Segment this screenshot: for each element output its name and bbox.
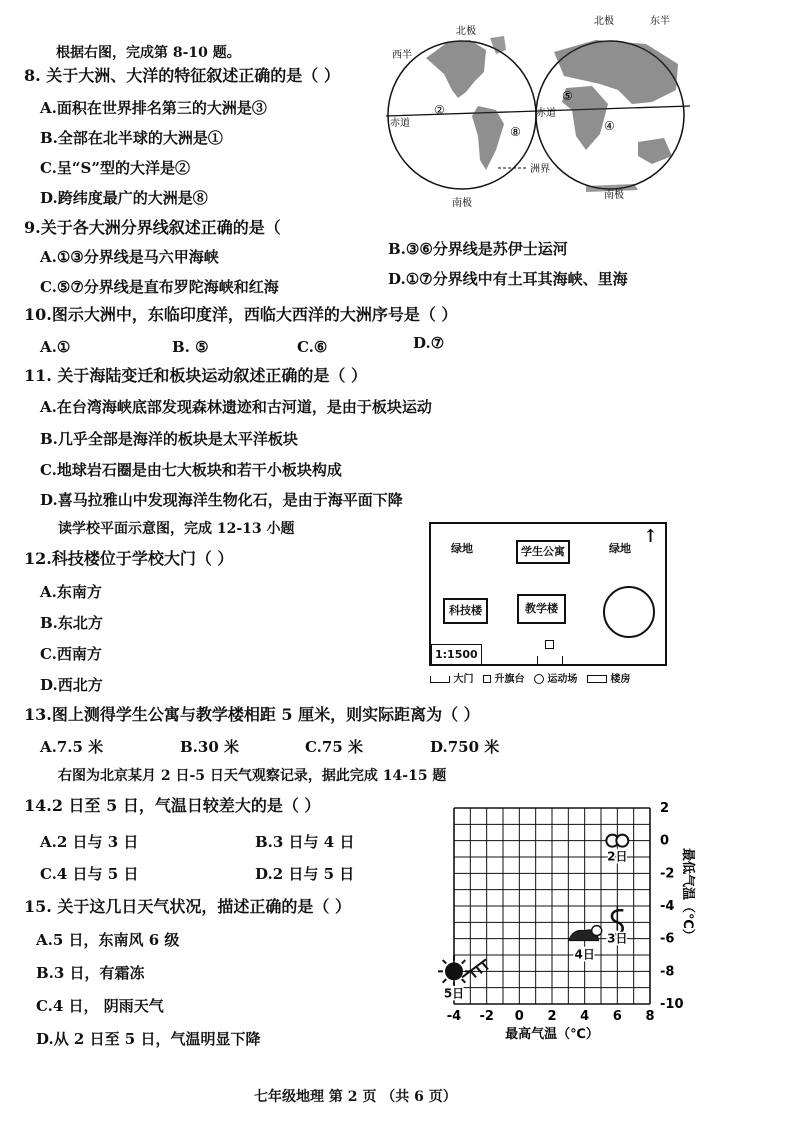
q14-option-b: B.3 日与 4 日: [255, 833, 355, 851]
flagpole-icon: [545, 640, 554, 649]
western-hemisphere-label: 西半: [392, 50, 412, 61]
q10-stem: 10.图示大洲中，东临印度洋，西临大西洋的大洲序号是（ ）: [24, 305, 458, 324]
q9-option-c: C.⑤⑦分界线是直布罗陀海峡和红海: [40, 278, 279, 296]
map-scale: 1:1500: [431, 644, 482, 666]
q15-option-a: A.5 日，东南风 6 级: [36, 931, 180, 949]
world-hemispheres-map: [386, 10, 690, 210]
x-tick-label: -2: [479, 1009, 494, 1024]
q8-option-d: D.跨纬度最广的大洲是⑧: [40, 189, 208, 207]
cloudy-icon: [616, 835, 628, 847]
x-tick-label: -4: [446, 1009, 462, 1024]
q8-stem: 8. 关于大洲、大洋的特征叙述正确的是（ ）: [24, 66, 340, 85]
sun-icon: [443, 960, 447, 964]
continent-number-5: ⑤: [562, 89, 573, 103]
south-pole-label-west: 南极: [452, 198, 472, 209]
sun-icon: [462, 960, 466, 964]
eastern-hemisphere-label: 东半: [650, 16, 670, 27]
q12-option-d: D.西北方: [40, 676, 103, 694]
q9-option-b: B.③⑥分界线是苏伊士运河: [388, 240, 568, 258]
q14-option-d: D.2 日与 5 日: [255, 865, 355, 883]
q13-option-d: D.750 米: [430, 738, 500, 756]
building-legend-label: 楼房: [610, 674, 631, 685]
x-tick-label: 6: [612, 1009, 622, 1024]
q12-option-a: A.东南方: [40, 583, 102, 601]
q11-option-a: A.在台湾海峡底部发现森林遗迹和古河道，是由于板块运动: [40, 398, 432, 416]
q11-option-d: D.喜马拉雅山中发现海洋生物化石，是由于海平面下降: [40, 491, 403, 509]
q13-stem: 13.图上测得学生公寓与教学楼相距 5 厘米，则实际距离为（ ）: [24, 705, 480, 724]
q11-option-b: B.几乎全部是海洋的板块是太平洋板块: [40, 430, 298, 448]
y-tick-label: -4: [660, 899, 675, 914]
green-space-right: 绿地: [609, 542, 631, 555]
q8-option-c: C.呈“S”型的大洋是②: [40, 159, 190, 177]
data-point-label: 2日: [607, 849, 628, 864]
tech-building: 科技楼: [443, 598, 488, 624]
building-legend-icon: [587, 675, 607, 683]
south-america-shape: [472, 106, 504, 170]
x-axis-label: 最高气温（℃）: [505, 1027, 599, 1042]
playground-legend-label: 运动场: [547, 674, 578, 685]
q10-option-b: B. ⑤: [172, 338, 209, 356]
greenland-shape: [490, 36, 506, 54]
continent-boundary-legend: 洲界: [530, 164, 550, 175]
q11-stem: 11. 关于海陆变迁和板块运动叙述正确的是（ ）: [24, 366, 367, 385]
school-gate-icon: [537, 656, 563, 665]
q8-option-b: B.全部在北半球的大洲是①: [40, 129, 223, 147]
sun-icon: [445, 962, 463, 980]
y-tick-label: 2: [660, 801, 670, 816]
q14-option-c: C.4 日与 5 日: [40, 865, 139, 883]
y-tick-label: 0: [660, 833, 670, 849]
teaching-building: 教学楼: [517, 594, 566, 624]
y-tick-label: -8: [660, 964, 675, 980]
q15-option-d: D.从 2 日至 5 日，气温明显下降: [36, 1030, 261, 1048]
equator-label-west: 赤道: [390, 118, 410, 129]
q11-option-c: C.地球岩石圈是由七大板块和若干小板块构成: [40, 461, 342, 479]
north-pole-label-east: 北极: [594, 16, 614, 27]
school-plan-map: [429, 522, 667, 666]
instruction-8-10: 根据右图，完成第 8-10 题。: [56, 45, 241, 61]
instruction-12-13: 读学校平面示意图，完成 12-13 小题: [58, 521, 295, 537]
q12-stem: 12.科技楼位于学校大门（ ）: [24, 549, 234, 568]
q12-option-b: B.东北方: [40, 614, 103, 632]
q9-option-d: D.①⑦分界线中有土耳其海峡、里海: [388, 270, 628, 288]
x-tick-label: 8: [645, 1009, 655, 1024]
page-footer: 七年级地理 第 2 页 （共 6 页）: [254, 1089, 457, 1105]
playground-icon: [603, 586, 655, 638]
q10-option-c: C.⑥: [297, 338, 328, 356]
wind-barb-icon: [476, 966, 482, 973]
q9-option-a: A.①③分界线是马六甲海峡: [40, 248, 219, 266]
gate-legend-icon: [430, 676, 450, 683]
north-america-shape: [426, 40, 486, 98]
sun-icon: [443, 979, 447, 983]
q13-option-b: B.30 米: [180, 738, 239, 756]
north-pole-label-west: 北极: [456, 26, 476, 37]
continent-number-4: ④: [604, 119, 615, 133]
flagpole-legend-icon: [483, 675, 491, 683]
y-tick-label: -2: [660, 866, 675, 882]
equator-label-east: 赤道: [536, 108, 556, 119]
instruction-14-15: 右图为北京某月 2 日-5 日天气观察记录，据此完成 14-15 题: [58, 768, 447, 784]
overcast-icon: [592, 926, 602, 936]
x-tick-label: 0: [514, 1009, 524, 1024]
q10-option-a: A.①: [40, 338, 71, 356]
q10-option-d: D.⑦: [413, 334, 445, 352]
y-axis-label: 最低气温（℃）: [680, 848, 695, 942]
south-pole-label-east: 南极: [604, 190, 624, 201]
data-point-label: 4日: [574, 947, 595, 962]
school-map-legend: [430, 670, 690, 686]
continent-number-2: ②: [434, 103, 445, 117]
north-arrow-icon: ↑: [643, 526, 659, 547]
flagpole-legend-label: 升旗台: [494, 674, 525, 685]
q14-option-a: A.2 日与 3 日: [40, 833, 139, 851]
q12-option-c: C.西南方: [40, 645, 102, 663]
sun-icon: [462, 979, 466, 983]
data-point-label: 5日: [443, 986, 465, 1001]
gate-legend-label: 大门: [453, 674, 474, 685]
q15-stem: 15. 关于这几日天气状况，描述正确的是（ ）: [24, 897, 351, 916]
q13-option-a: A.7.5 米: [40, 738, 104, 756]
oceania-shape: [638, 138, 672, 164]
x-tick-label: 4: [580, 1009, 590, 1024]
green-space-left: 绿地: [451, 542, 473, 555]
continent-number-8: ⑧: [510, 125, 521, 139]
q15-option-b: B.3 日，有霜冻: [36, 964, 145, 982]
q8-option-a: A.面积在世界排名第三的大洲是③: [40, 99, 267, 117]
y-tick-label: -10: [660, 997, 684, 1012]
y-tick-label: -6: [660, 931, 675, 947]
q14-stem: 14.2 日至 5 日，气温日较差大的是（ ）: [24, 796, 321, 815]
weather-observation-chart: [420, 792, 710, 1052]
q15-option-c: C.4 日， 阴雨天气: [36, 997, 164, 1015]
student-apartment-building: 学生公寓: [516, 540, 570, 564]
data-point-label: 3日: [607, 931, 628, 946]
x-tick-label: 2: [547, 1009, 557, 1024]
q9-stem: 9.关于各大洲分界线叙述正确的是（: [24, 218, 281, 237]
playground-legend-icon: [534, 674, 544, 684]
q13-option-c: C.75 米: [305, 738, 363, 756]
